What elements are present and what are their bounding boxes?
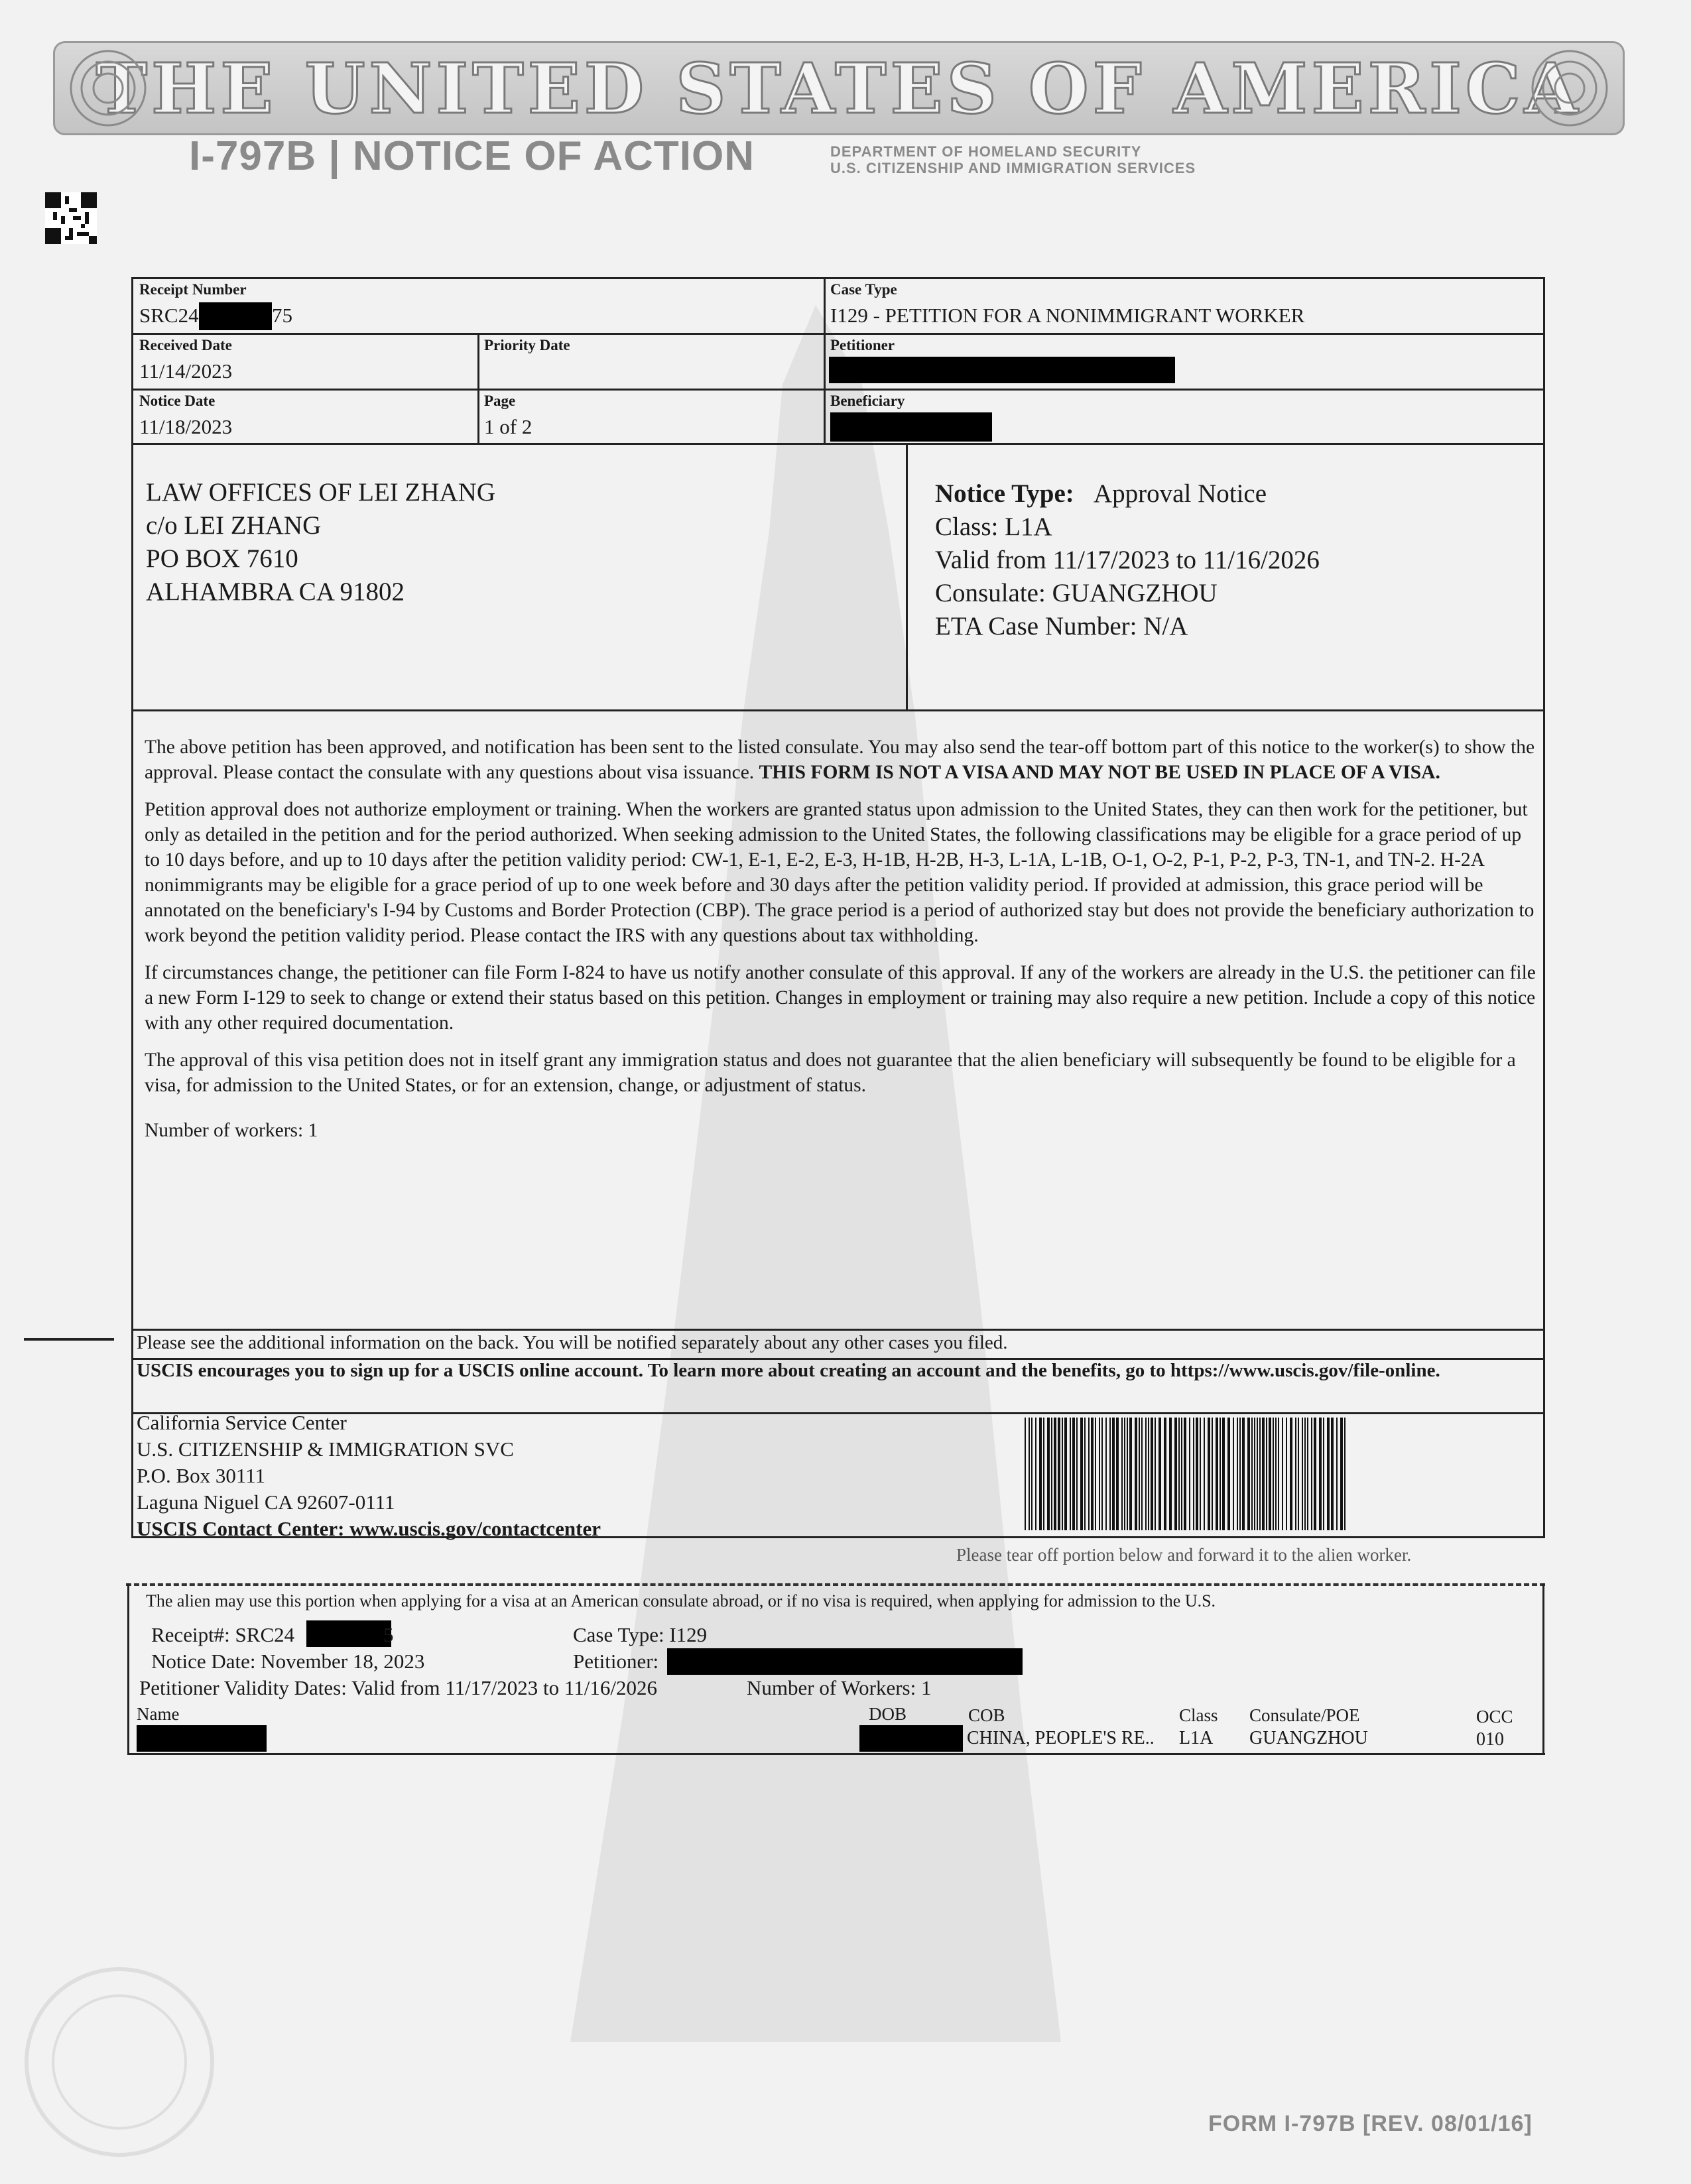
service-center-address [137,1410,601,1542]
qr-code-icon [45,192,97,244]
country-banner [53,41,1625,135]
notice-valid-dates: Valid from 11/17/2023 to 11/16/2026 [935,546,1320,574]
redaction-petitioner [829,357,1175,383]
stub-notice-date: Notice Date: November 18, 2023 [151,1650,425,1673]
tear-line [126,1583,1545,1586]
notice-type-label: Notice Type: [935,479,1074,508]
stub-col-class: Class [1179,1705,1218,1725]
stub-class-value: L1A [1179,1728,1214,1748]
case-type-value: I129 - PETITION FOR A NONIMMIGRANT WORKER [830,304,1305,327]
address-line-2: c/o LEI ZHANG [146,511,322,540]
stub-col-consulate: Consulate/POE [1249,1705,1360,1725]
redaction-stub-receipt [306,1620,391,1647]
stub-col-occ: OCC [1476,1707,1513,1727]
notice-class: Class: L1A [935,513,1052,541]
body-paragraph-3: If circumstances change, the petitioner can file Form I-824 to have us notify another consulate of this approval. If any of the workers are already in the U.S. the petitioner can file a new Form I-129 to seek to change or extend their status based on this petition. Changes in employment or training may also require a new petition. Include a copy of this notice with any other required documentation. [145,962,1536,1034]
mailing-address [146,476,495,609]
stub-validity-dates: Petitioner Validity Dates: Valid from 11/17/2023 to 11/16/2026 [139,1676,657,1699]
office-line-2: U.S. CITIZENSHIP & IMMIGRATION SVC [137,1437,514,1461]
banner-title: THE UNITED STATES OF AMERICA [95,47,1582,129]
form-title: I-797B | NOTICE OF ACTION [189,133,755,179]
fold-mark [24,1338,114,1341]
stub-cob-value: CHINA, PEOPLE'S RE.. [967,1728,1155,1748]
office-line-3: P.O. Box 30111 [137,1464,266,1487]
body-paragraph-1: The above petition has been approved, and notification has been sent to the listed consulate. You may also send the tear-off bottom part of this notice to the worker(s) to show the approval. Please contact the consulate with any questions about visa issuance. THIS FORM IS NOT A VISA AND MAY NOT BE USED IN PLACE OF A VISA. [145,737,1535,783]
received-date-value: 11/14/2023 [139,359,233,383]
additional-info: Please see the additional information on the back. You will be notified separately about any other cases you filed. [137,1332,1008,1353]
page-label: Page [484,393,516,409]
contact-center: USCIS Contact Center: www.uscis.gov/contactcenter [137,1517,601,1540]
redaction-beneficiary [830,412,992,442]
stub-occ-value: 010 [1476,1729,1504,1750]
stub-consulate-value: GUANGZHOU [1249,1728,1368,1748]
address-line-3: PO BOX 7610 [146,544,298,573]
barcode-icon [1025,1418,1348,1530]
office-line-4: Laguna Niguel CA 92607-0111 [137,1490,395,1514]
notice-type-value: Approval Notice [1094,479,1267,508]
received-date-label: Received Date [139,337,232,353]
stub-case-type: Case Type: I129 [573,1623,708,1646]
seal-watermark-icon [20,1963,219,2161]
department-name [830,143,1196,176]
receipt-number-suffix: 75 [272,304,292,327]
notice-date-label: Notice Date [139,393,216,409]
case-type-label: Case Type [830,281,897,298]
stub-number-of-workers: Number of Workers: 1 [747,1676,932,1699]
department-line-1: DEPARTMENT OF HOMELAND SECURITY [830,143,1142,160]
department-line-2: U.S. CITIZENSHIP AND IMMIGRATION SERVICES [830,160,1196,176]
tear-off-note: Please tear off portion below and forward it to the alien worker. [956,1545,1412,1565]
number-of-workers: Number of workers: 1 [145,1120,318,1141]
notice-consulate: Consulate: GUANGZHOU [935,579,1218,607]
stub-col-dob: DOB [869,1704,907,1724]
address-line-1: LAW OFFICES OF LEI ZHANG [146,478,495,507]
rosette-left-icon [62,43,155,133]
redaction-receipt [199,302,272,330]
beneficiary-label: Beneficiary [830,393,905,409]
receipt-number-prefix: SRC24 [139,304,199,327]
address-line-4: ALHAMBRA CA 91802 [146,577,405,606]
body-paragraph-4: The approval of this visa petition does not in itself grant any immigration status and does not guarantee that the alien beneficiary will subsequently be found to be eligible for a visa, for admission to the United States, or for an extension, change, or adjustment of status. [145,1050,1516,1096]
notice-details [935,477,1320,643]
body-paragraph-2: Petition approval does not authorize employment or training. When the workers are granted status upon admission to the United States, they can then work for the petitioner, but only as detailed in the petition and for the period authorized. When seeking admission to the United States, the following classifications may be eligible for a grace period of up to 10 days before, and up to 10 days after the petition validity period: CW-1, E-1, E-2, E-3, H-1B, H-2B, H-3, L-1A, L-1B, O-1, O-2, P-1, P-2, P-3, TN-1, and TN-2. H-2A nonimmigrants may be eligible for a grace period of up to one week before and 30 days after the petition validity period. If provided at admission, this grace period will be annotated on the beneficiary's I-94 by Customs and Border Protection (CBP). The grace period is a period of authorized stay but does not provide the beneficiary authorization to work beyond the petition validity period. Please contact the IRS with any questions about tax withholding. [145,799,1534,946]
stub-col-name: Name [137,1704,180,1724]
stub-receipt-suffix: 5 [383,1623,394,1646]
rosette-right-icon [1523,43,1616,133]
notice-eta-number: ETA Case Number: N/A [935,612,1188,640]
stub-receipt-prefix: Receipt#: SRC24 [151,1623,295,1646]
priority-date-label: Priority Date [484,337,570,353]
receipt-number-label: Receipt Number [139,281,247,298]
redaction-stub-petitioner [667,1648,1023,1675]
notice-date-value: 11/18/2023 [139,415,233,438]
redaction-stub-dob [859,1725,963,1752]
redaction-stub-name [137,1725,267,1752]
stub-petitioner-label: Petitioner: [573,1650,659,1673]
online-account-info: USCIS encourages you to sign up for a USCIS online account. To learn more about creating an account and the benefits, go to https://www.uscis.gov/file-online. [137,1360,1440,1381]
notice-body [145,735,1537,1155]
form-revision: FORM I-797B [REV. 08/01/16] [1208,2111,1533,2136]
stub-col-cob: COB [968,1705,1005,1725]
petitioner-label: Petitioner [830,337,895,353]
page-value: 1 of 2 [484,415,532,438]
stub-intro: The alien may use this portion when applying for a visa at an American consulate abroad, or if no visa is required, when applying for admission to the U.S. [146,1591,1216,1610]
office-line-1: California Service Center [137,1411,347,1434]
